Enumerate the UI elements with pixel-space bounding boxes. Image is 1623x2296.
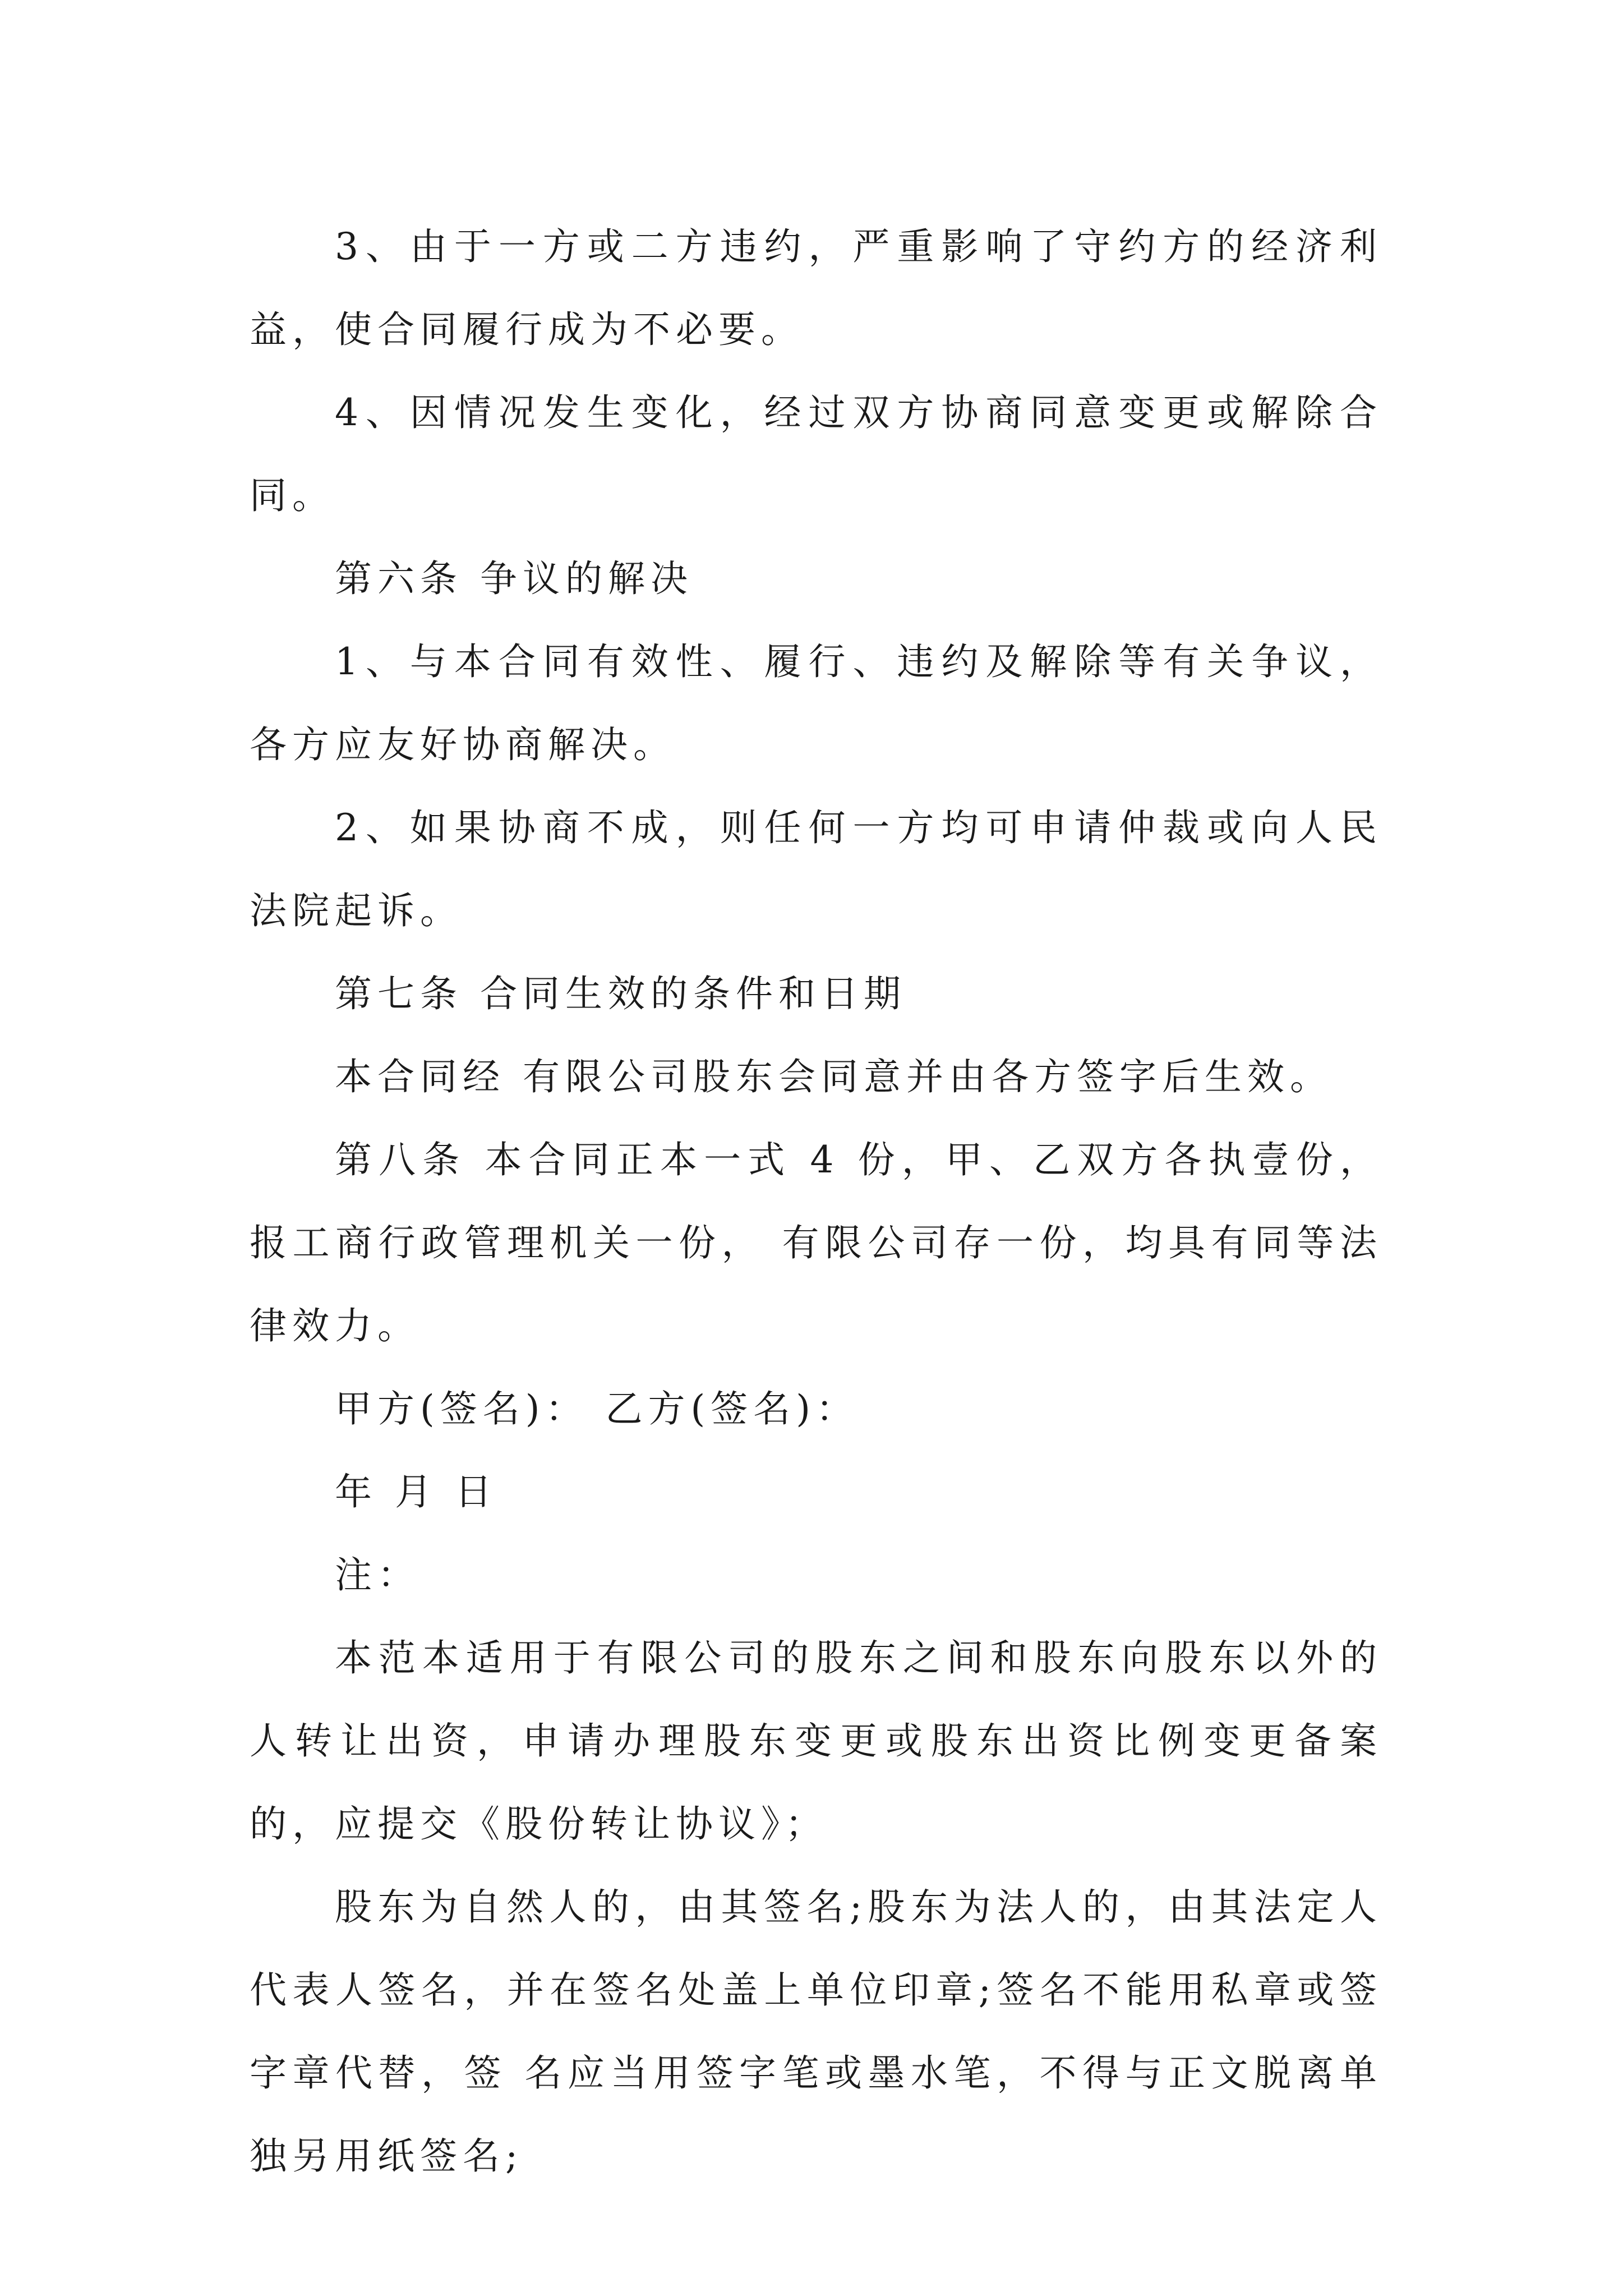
clause-7-heading: 第七条 合同生效的条件和日期 [335,972,906,1015]
note-paragraph-1: 本范本适用于有限公司的股东之间和股东向股东以外的人转让出资，申请办理股东变更或股东出资比例变更备案的，应提交《股份转让协议》； [250,1636,1382,1846]
clause-5-item-3: 3、由于一方或二方违约，严重影响了守约方的经济利益，使合同履行成为不必要。 [250,225,1382,351]
clause-6-heading: 第六条 争议的解决 [335,557,693,600]
document-body [250,205,1382,2198]
clause-6-item-1: 1、与本合同有效性、履行、违约及解除等有关争议，各方应友好协商解决。 [250,640,1382,766]
clause-6-item-2: 2、如果协商不成，则任何一方均可申请仲裁或向人民法院起诉。 [250,806,1382,932]
clause-5-item-4: 4、因情况发生变化，经过双方协商同意变更或解除合同。 [250,391,1382,517]
note-paragraph-2: 股东为自然人的，由其签名;股东为法人的，由其法定人代表人签名，并在签名处盖上单位印章;签名不能用私章或签字章代替，签 名应当用签字笔或墨水笔，不得与正文脱离单独另用纸签名; [250,1885,1382,2178]
clause-8-body: 第八条 本合同正本一式 4 份，甲、乙双方各执壹份，报工商行政管理机关一份， 有限公司存一份，均具有同等法律效力。 [250,1138,1382,1347]
date-line: 年 月 日 [335,1470,497,1513]
note-heading: 注： [335,1553,420,1596]
clause-7-body: 本合同经 有限公司股东会同意并由各方签字后生效。 [335,1055,1332,1098]
signature-line: 甲方(签名)： 乙方(签名)： [335,1387,859,1430]
